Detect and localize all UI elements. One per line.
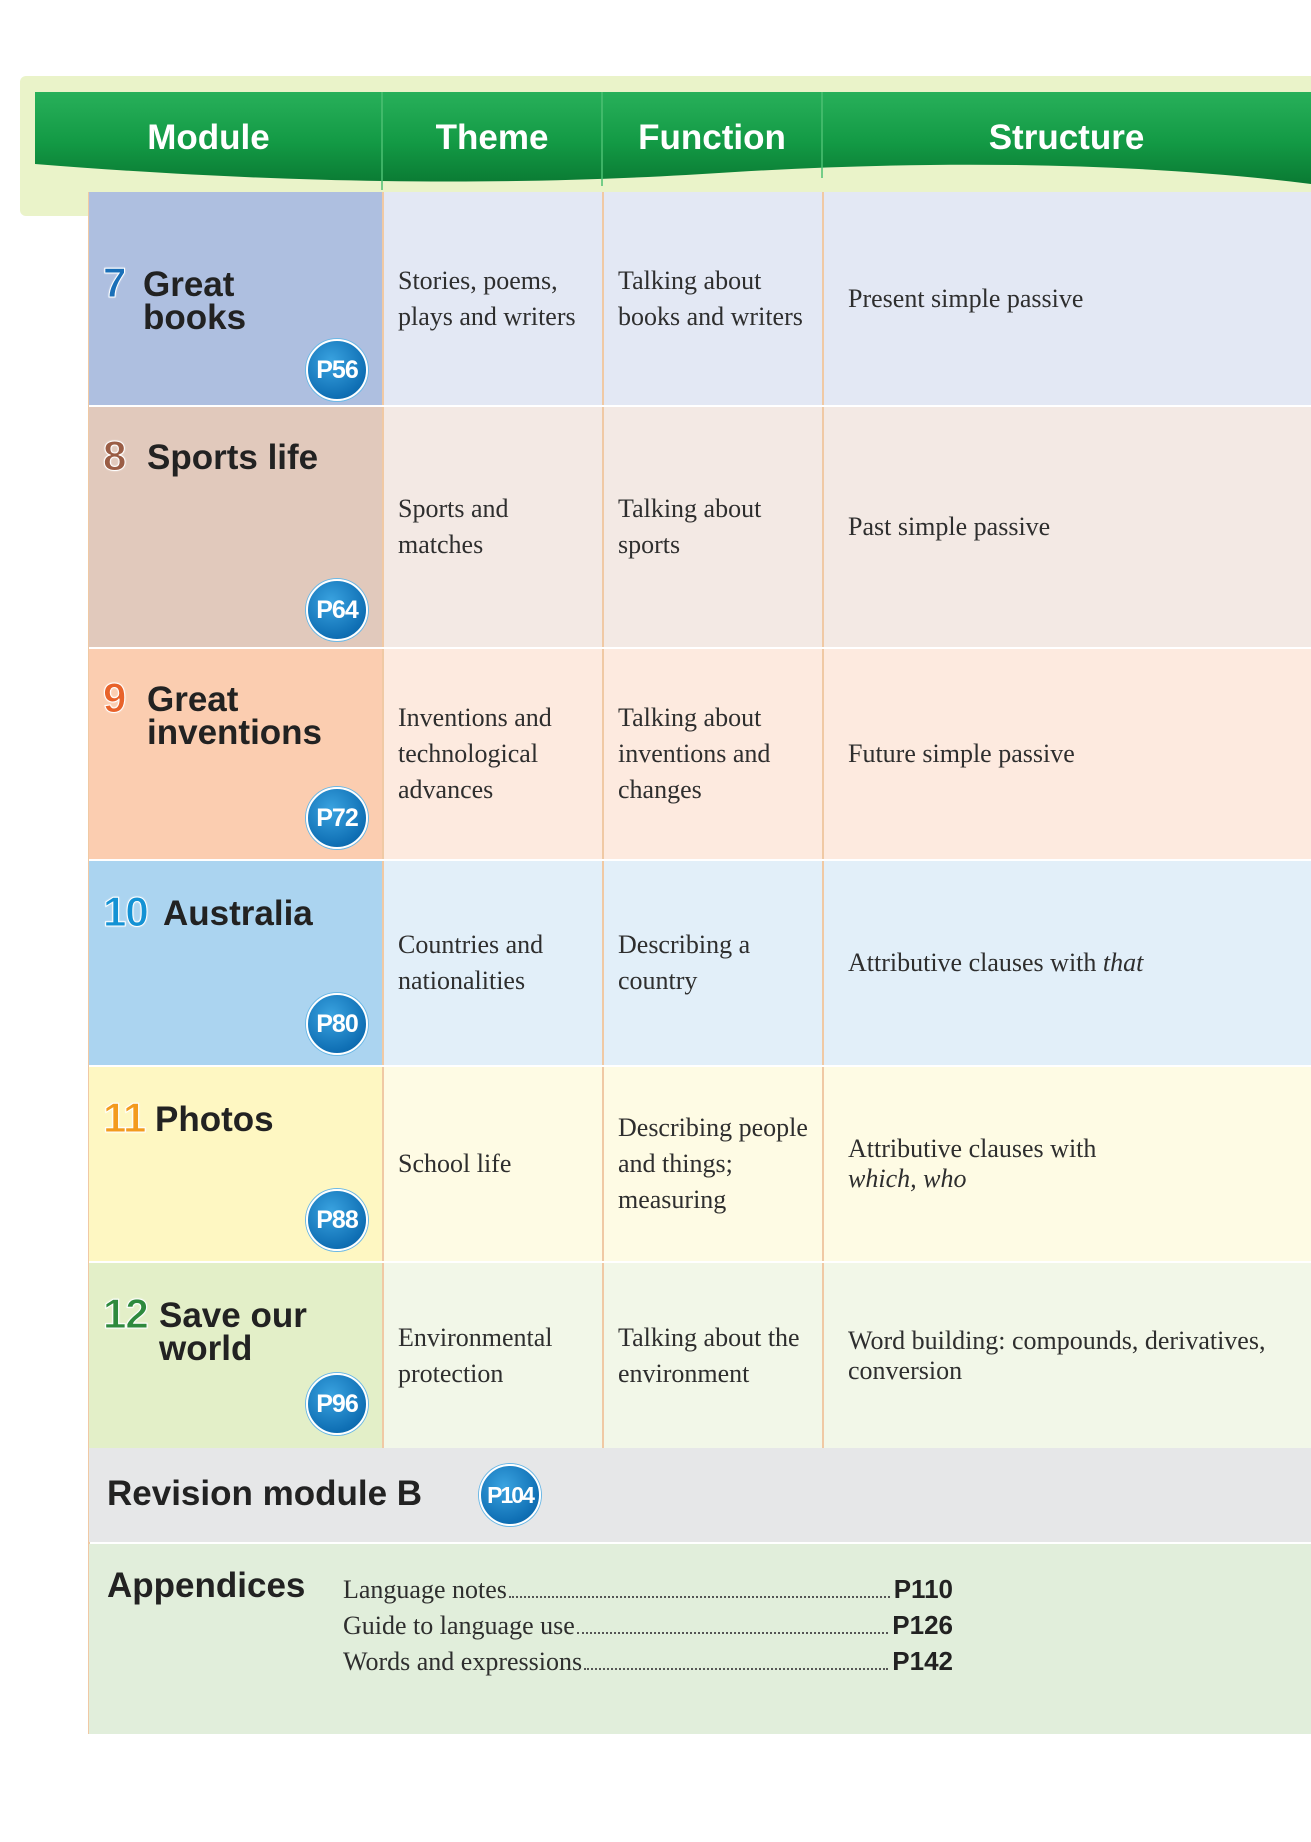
theme-cell bbox=[384, 407, 604, 647]
structure-text bbox=[848, 948, 1301, 978]
function-text: Talking about the environment bbox=[618, 1322, 800, 1388]
structure-text-italic: that bbox=[1102, 948, 1144, 977]
structure-cell bbox=[824, 649, 1311, 859]
module-cell[interactable] bbox=[89, 861, 384, 1065]
theme-cell bbox=[384, 1263, 604, 1448]
revision-module-row[interactable] bbox=[89, 1448, 1311, 1542]
module-number: 12 bbox=[103, 1290, 148, 1337]
revision-module-label: Revision module B bbox=[107, 1474, 423, 1513]
appendices-section bbox=[89, 1544, 1311, 1734]
table-row-module-10 bbox=[89, 861, 1311, 1067]
theme-text: Environmental protection bbox=[398, 1322, 553, 1388]
function-text: Talking about inventions and changes bbox=[618, 703, 771, 804]
module-cell[interactable] bbox=[89, 1067, 384, 1261]
table-row-module-12 bbox=[89, 1263, 1311, 1448]
appendix-label: Guide to language use bbox=[343, 1611, 575, 1640]
header-function: Function bbox=[638, 118, 786, 157]
module-number: 8 bbox=[103, 432, 126, 479]
module-number: 9 bbox=[103, 674, 126, 721]
table-row-module-11 bbox=[89, 1067, 1311, 1263]
module-number: 10 bbox=[103, 888, 148, 935]
appendix-item[interactable] bbox=[343, 1646, 953, 1682]
page-badge[interactable]: P64 bbox=[306, 579, 368, 641]
function-text: Talking about books and writers bbox=[618, 265, 803, 331]
structure-text: Future simple passive bbox=[848, 739, 1075, 768]
dot-leader bbox=[584, 1668, 888, 1670]
theme-cell bbox=[384, 1067, 604, 1261]
table-row-module-9 bbox=[89, 649, 1311, 861]
page-badge[interactable]: P80 bbox=[306, 993, 368, 1055]
structure-text: Present simple passive bbox=[848, 283, 1084, 313]
function-text: Talking about sports bbox=[618, 494, 762, 559]
table-header bbox=[35, 92, 1311, 192]
function-cell bbox=[604, 649, 824, 859]
header-structure: Structure bbox=[988, 118, 1145, 157]
theme-text: School life bbox=[398, 1149, 512, 1178]
module-cell[interactable] bbox=[89, 192, 384, 405]
module-title: Sports life bbox=[147, 438, 319, 477]
theme-cell bbox=[384, 649, 604, 859]
appendices-title: Appendices bbox=[107, 1566, 306, 1605]
page-badge[interactable]: P56 bbox=[306, 339, 368, 401]
module-title: Photos bbox=[155, 1100, 274, 1139]
module-title: Great books bbox=[143, 265, 247, 337]
function-cell bbox=[604, 407, 824, 647]
theme-text: Inventions and technological advances bbox=[398, 703, 552, 804]
appendix-page: P142 bbox=[892, 1646, 953, 1676]
structure-text-plain: Attributive clauses with bbox=[848, 1134, 1097, 1163]
theme-text: Sports and matches bbox=[398, 494, 509, 559]
table-row-module-8 bbox=[89, 407, 1311, 649]
table-row-module-7 bbox=[89, 192, 1311, 407]
page-badge[interactable]: P104 bbox=[479, 1464, 541, 1526]
module-cell[interactable] bbox=[89, 649, 384, 859]
structure-cell bbox=[824, 1067, 1311, 1261]
structure-cell bbox=[824, 407, 1311, 647]
appendix-label: Words and expressions bbox=[343, 1647, 583, 1676]
theme-cell bbox=[384, 192, 604, 405]
module-cell[interactable] bbox=[89, 407, 384, 647]
appendix-item[interactable] bbox=[343, 1574, 953, 1610]
appendix-page: P110 bbox=[893, 1574, 953, 1604]
function-text: Describing people and things; measuring bbox=[618, 1113, 808, 1214]
module-title: Save our world bbox=[159, 1296, 307, 1368]
module-number: 7 bbox=[103, 259, 126, 306]
page-badge[interactable]: P88 bbox=[306, 1189, 368, 1251]
header-module: Module bbox=[147, 118, 270, 157]
page-badge[interactable]: P96 bbox=[306, 1373, 368, 1435]
function-cell bbox=[604, 1263, 824, 1448]
structure-text: Word building: compounds, derivatives, conversion bbox=[848, 1325, 1266, 1385]
header-theme: Theme bbox=[435, 118, 549, 157]
structure-text-italic: which, who bbox=[848, 1164, 967, 1193]
module-cell[interactable] bbox=[89, 1263, 384, 1448]
theme-cell bbox=[384, 861, 604, 1065]
module-title: Australia bbox=[163, 894, 313, 933]
function-cell bbox=[604, 861, 824, 1065]
structure-text: Past simple passive bbox=[848, 512, 1051, 541]
appendix-item[interactable] bbox=[343, 1610, 953, 1646]
structure-cell bbox=[824, 861, 1311, 1065]
dot-leader bbox=[577, 1632, 889, 1634]
function-cell bbox=[604, 192, 824, 405]
structure-text bbox=[848, 1134, 1301, 1194]
theme-text: Stories, poems, plays and writers bbox=[398, 265, 576, 331]
module-title: Great inventions bbox=[147, 680, 323, 752]
page-badge[interactable]: P72 bbox=[306, 787, 368, 849]
structure-cell bbox=[824, 192, 1311, 405]
theme-text: Countries and nationalities bbox=[398, 930, 544, 995]
dot-leader bbox=[509, 1596, 890, 1598]
appendices-list bbox=[343, 1574, 953, 1682]
structure-text-plain: Attributive clauses with bbox=[848, 948, 1103, 977]
appendix-page: P126 bbox=[892, 1610, 953, 1640]
structure-cell bbox=[824, 1263, 1311, 1448]
function-text: Describing a country bbox=[618, 930, 751, 995]
appendix-label: Language notes bbox=[343, 1575, 507, 1604]
module-number: 11 bbox=[103, 1094, 146, 1141]
function-cell bbox=[604, 1067, 824, 1261]
